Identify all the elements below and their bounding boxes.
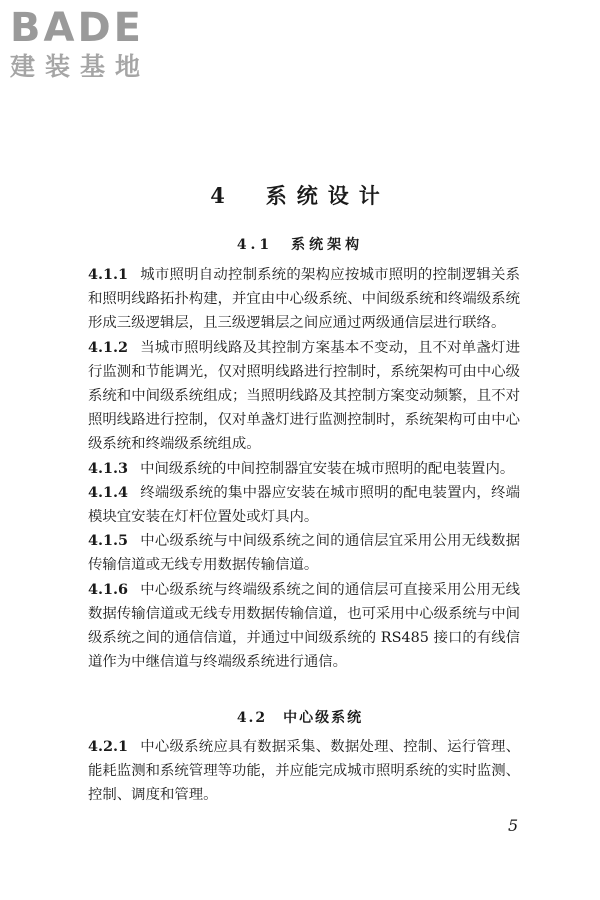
clause (88, 481, 520, 529)
clause-number: 4.1.4 (88, 483, 129, 501)
clause-number: 4.1.2 (88, 338, 129, 356)
clause-text: 终端级系统的集中器应安装在城市照明的配电装置内，终端模块宜安装在灯杆位置处或灯具内。 (88, 484, 520, 526)
watermark-logo (8, 6, 178, 86)
clause-number: 4.1.3 (88, 459, 129, 477)
clause-list (88, 735, 520, 808)
clause-list (88, 263, 520, 674)
clause-number: 4.1.6 (88, 580, 129, 598)
clause-text: 中心级系统与中间级系统之间的通信层宜采用公用无线数据传输信道或无线专用数据传输信道。 (88, 533, 520, 574)
page-number: 5 (508, 816, 519, 835)
clause-text: 当城市照明线路及其控制方案基本不变动，且不对单盏灯进行监测和节能调光，仅对照明线路进行控制时，系统架构可由中心级系统和中间级系统组成；当照明线路及其控制方案变动频繁，且不对照明线路进行控制，仅对单盏灯进行监测控制时，系统架构可由中心级系统和终端级系统组成。 (88, 339, 520, 453)
watermark-brand: BADE (10, 5, 144, 51)
clause-text: 城市照明自动控制系统的架构应按城市照明的控制逻辑关系和照明线路拓扑构建，并宜由中心级系统、中间级系统和终端级系统形成三级逻辑层，且三级逻辑层之间应通过两级通信层进行联络。 (88, 267, 520, 332)
clause (88, 336, 520, 457)
clause-number: 4.2.1 (88, 738, 129, 755)
clause-number: 4.1.5 (88, 532, 129, 550)
section-title: 4.2 中心级系统 (236, 710, 364, 726)
clause-text: 中心级系统应具有数据采集、数据处理、控制、运行管理、能耗监测和系统管理等功能，并应能完成城市照明系统的实时监测、控制、调度和管理。 (88, 739, 520, 804)
clause (88, 735, 520, 808)
clause-text: 中间级系统的中间控制器宜安装在城市照明的配电装置内。 (140, 460, 515, 477)
watermark-subtitle: 建装基地 (10, 52, 151, 81)
clause-text: 中心级系统与终端级系统之间的通信层可直接采用公用无线数据传输信道或无线专用数据传输信道，也可采用中心级系统与中间级系统之间的通信信道，并通过中间级系统的 RS485 接口的有线信道作为中继信道与终端级系统进行通信。 (88, 581, 520, 671)
clause (88, 529, 520, 577)
clause (88, 457, 520, 481)
clause (88, 578, 520, 675)
section-title: 4.1 系统架构 (236, 237, 364, 253)
clause (88, 263, 520, 336)
chapter-title: 4 系统设计 (210, 183, 390, 208)
clause-number: 4.1.1 (88, 266, 129, 283)
